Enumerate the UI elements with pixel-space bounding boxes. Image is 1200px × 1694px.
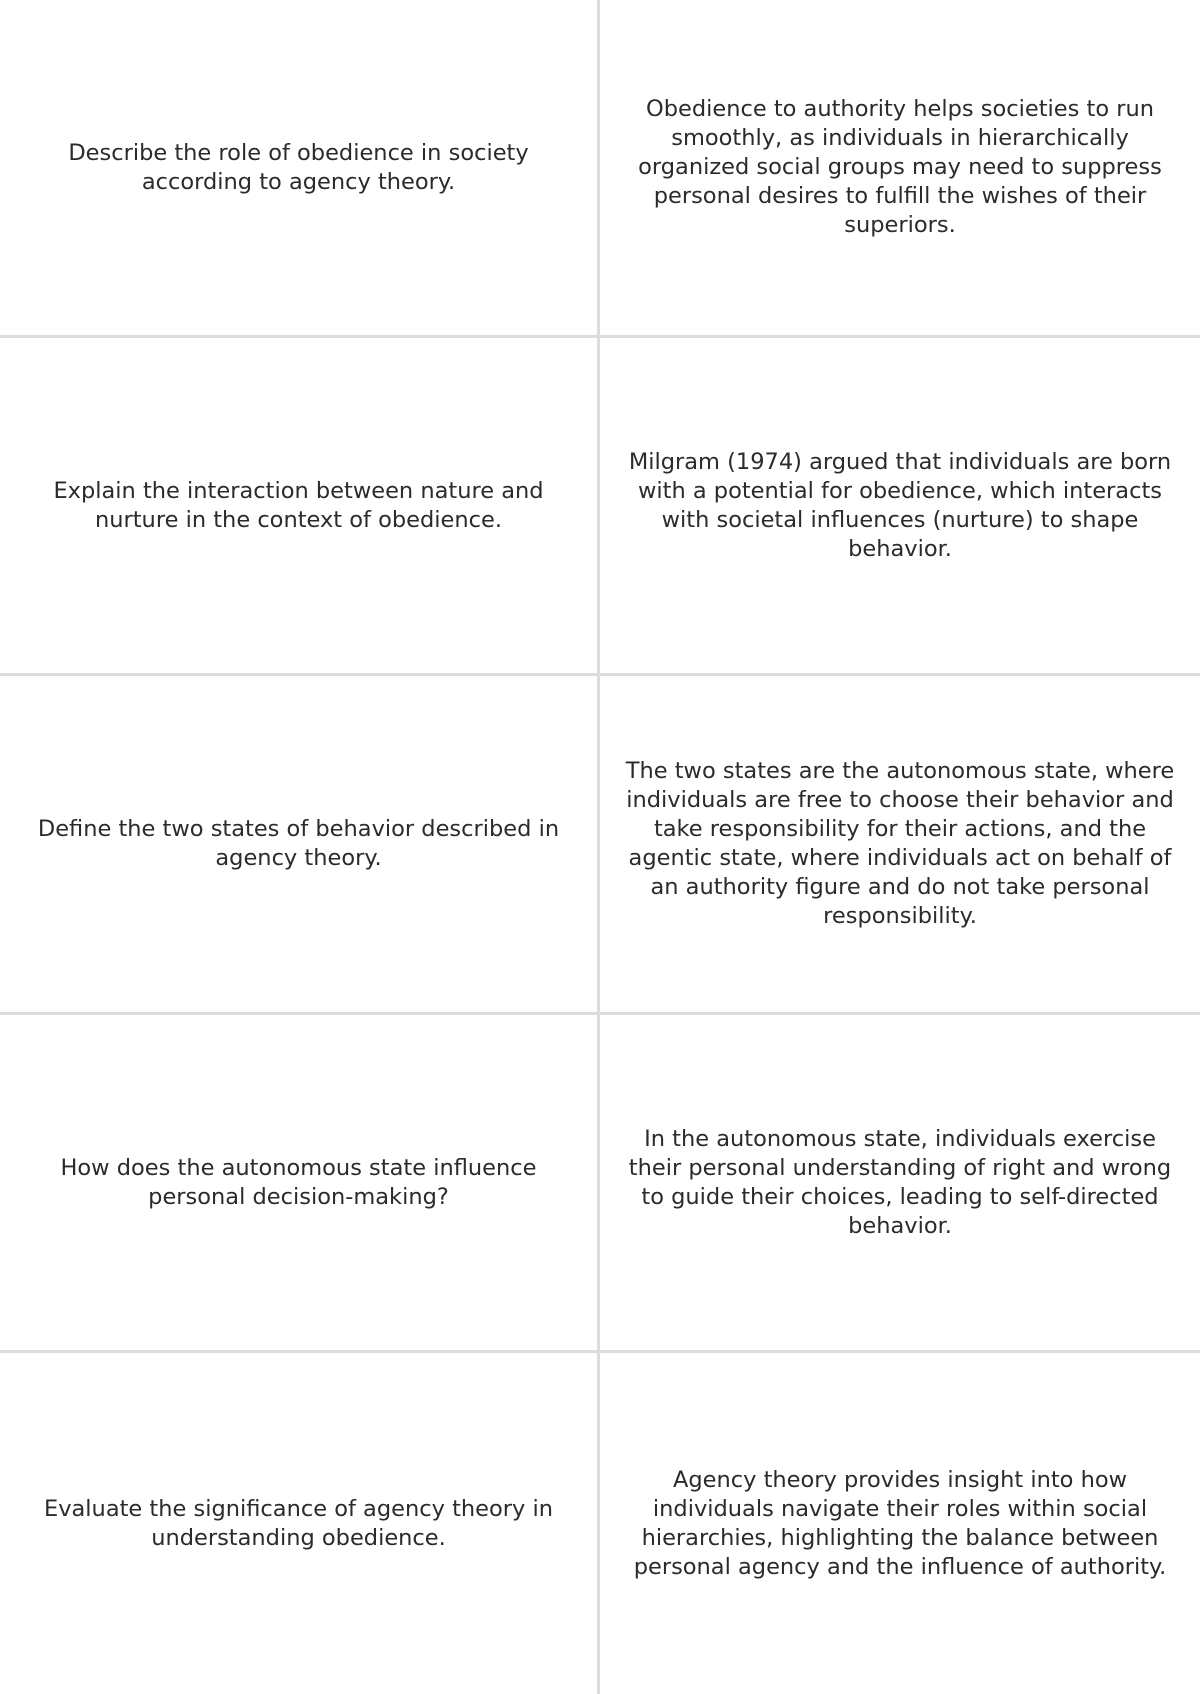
- card-question-3: [0, 676, 600, 1015]
- answer-text: In the autonomous state, individuals exercise their personal understanding of right and wrong to guide their choices, leading to self-directed behavior.: [628, 1125, 1172, 1239]
- question-text: Evaluate the significance of agency theory in understanding obedience.: [43, 1495, 553, 1551]
- answer-text: Milgram (1974) argued that individuals are born with a potential for obedience, which interacts with societal influences (nurture) to shape behavior.: [628, 448, 1172, 562]
- question-text: Define the two states of behavior described in agency theory.: [37, 816, 560, 871]
- card-answer-1: [600, 0, 1200, 338]
- question-text: Describe the role of obedience in society according to agency theory.: [68, 139, 529, 195]
- card-answer-3: [600, 676, 1200, 1015]
- card-question-5: [0, 1353, 600, 1694]
- answer-text: Obedience to authority helps societies to run smoothly, as individuals in hierarchically organized social groups may need to suppress personal desires to fulfill the wishes of their superiors.: [638, 96, 1162, 238]
- question-text: How does the autonomous state influence personal decision-making?: [60, 1154, 537, 1210]
- card-answer-5: [600, 1353, 1200, 1694]
- card-answer-4: [600, 1015, 1200, 1353]
- card-question-4: [0, 1015, 600, 1353]
- answer-text: Agency theory provides insight into how individuals navigate their roles within social hierarchies, highlighting the balance between personal agency and the influence of authority.: [633, 1466, 1167, 1580]
- answer-text: The two states are the autonomous state, where individuals are free to choose their behavior and take responsibility for their actions, and the agentic state, where individuals act on behalf of an authority figure and do not take personal responsibility.: [625, 758, 1175, 929]
- card-question-1: [0, 0, 600, 338]
- question-text: Explain the interaction between nature and nurture in the context of obedience.: [53, 477, 544, 533]
- card-question-2: [0, 338, 600, 676]
- card-answer-2: [600, 338, 1200, 676]
